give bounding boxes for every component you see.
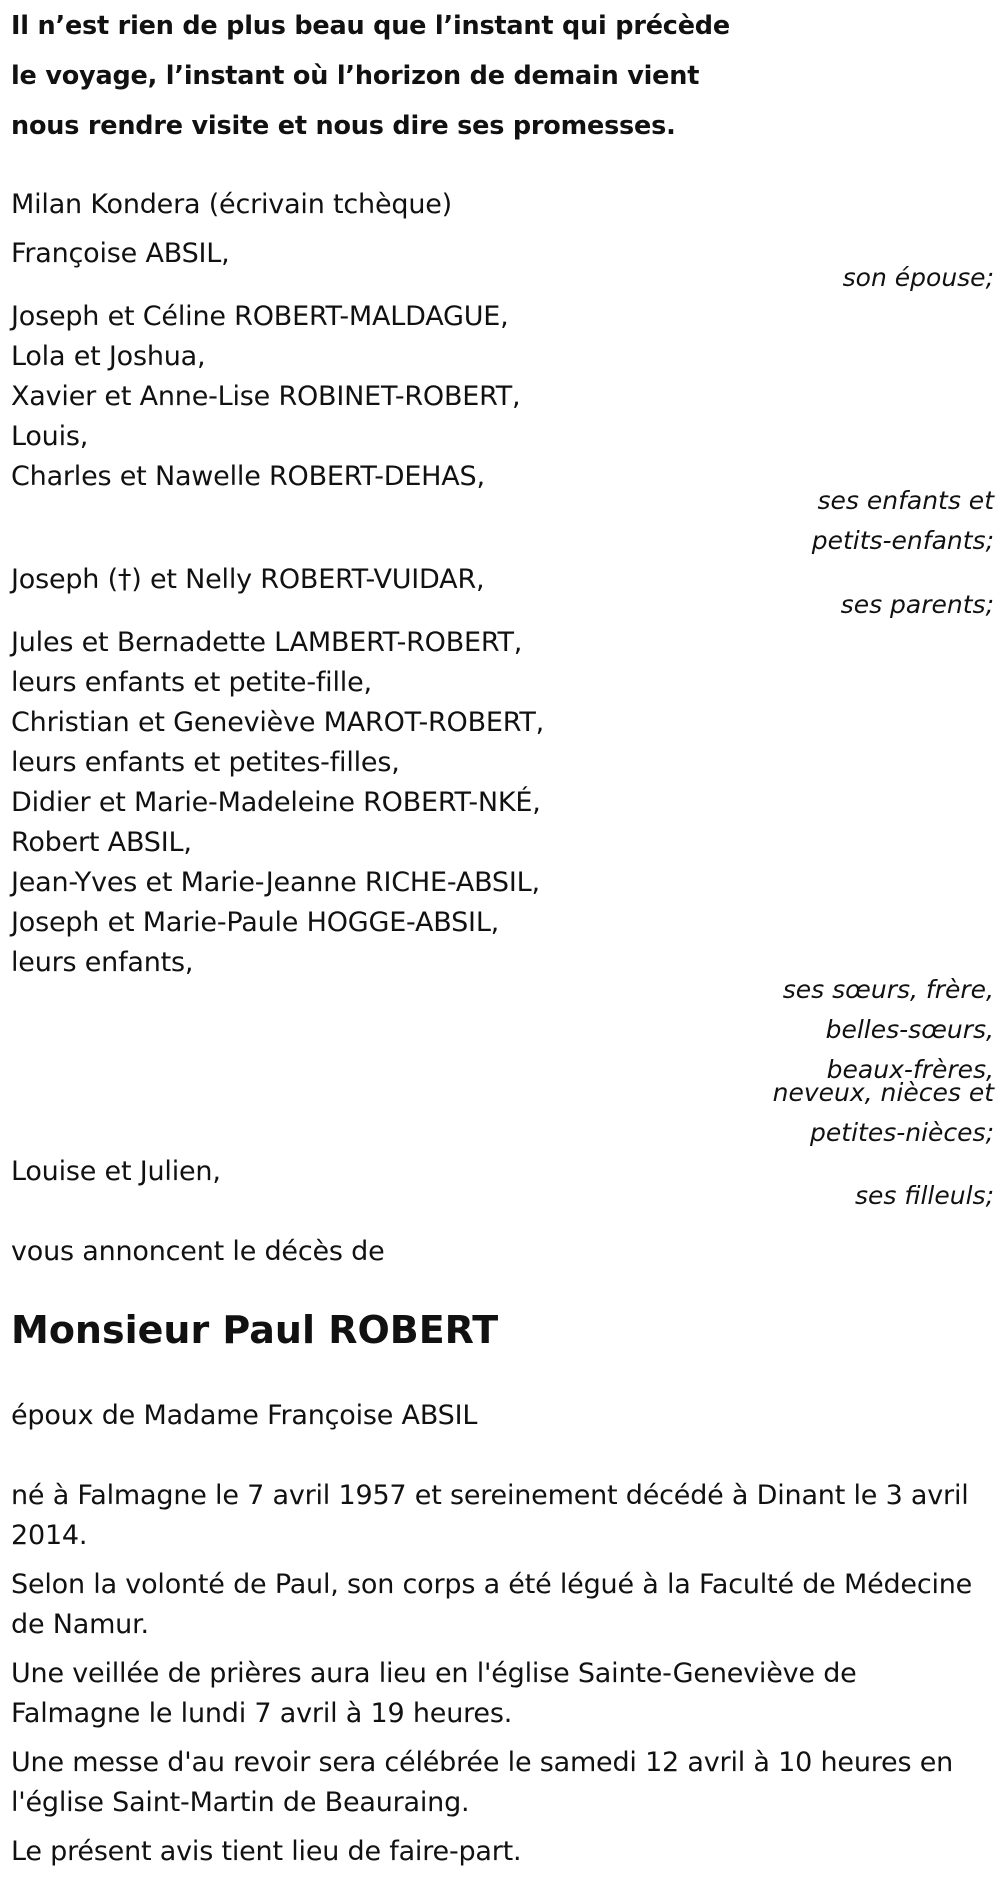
quote-line-2: le voyage, l’instant où l’horizon de demain vient — [11, 61, 700, 91]
sibling-line-1: Jules et Bernadette LAMBERT-ROBERT, — [11, 627, 523, 658]
paragraph-mass: Une messe d'au revoir sera célébrée le samedi 12 avril à 10 heures en l'église Saint-Martin de Beauraing. — [11, 1747, 954, 1818]
sibling-line-7: Jean-Yves et Marie-Jeanne RICHE-ABSIL, — [11, 867, 540, 898]
paragraph-body-donation: Selon la volonté de Paul, son corps a été légué à la Faculté de Médecine de Namur. — [11, 1569, 973, 1640]
child-line-5: Charles et Nawelle ROBERT-DEHAS, — [11, 461, 485, 492]
paragraph-notice: Le présent avis tient lieu de faire-part. — [11, 1836, 522, 1867]
deceased-spouse-line: époux de Madame Françoise ABSIL — [11, 1400, 478, 1431]
quote-author: Milan Kondera (écrivain tchèque) — [11, 189, 452, 220]
child-line-3: Xavier et Anne-Lise ROBINET-ROBERT, — [11, 381, 521, 412]
spouse-name: Françoise ABSIL, — [11, 238, 230, 269]
siblings-relation-line-5: petites-nièces; — [810, 1118, 994, 1147]
sibling-line-5: Didier et Marie-Madeleine ROBERT-NKÉ, — [11, 787, 541, 818]
siblings-relation-line-4: neveux, nièces et — [772, 1078, 994, 1107]
deceased-name: Monsieur Paul ROBERT — [11, 1308, 499, 1352]
siblings-relation-line-3: beaux-frères, — [826, 1055, 994, 1084]
child-line-2: Lola et Joshua, — [11, 341, 206, 372]
sibling-line-4: leurs enfants et petites-filles, — [11, 747, 400, 778]
children-relation-line-2: petits-enfants; — [811, 526, 994, 555]
sibling-line-8: Joseph et Marie-Paule HOGGE-ABSIL, — [11, 907, 500, 938]
parents-name: Joseph (†) et Nelly ROBERT-VUIDAR, — [11, 564, 485, 595]
parents-relation: ses parents; — [840, 590, 994, 619]
godchildren-relation: ses filleuls; — [854, 1181, 994, 1210]
child-line-4: Louis, — [11, 421, 89, 452]
sibling-line-3: Christian et Geneviève MAROT-ROBERT, — [11, 707, 545, 738]
quote-line-1: Il n’est rien de plus beau que l’instant qui précède — [11, 11, 730, 41]
paragraph-vigil: Une veillée de prières aura lieu en l'église Sainte-Geneviève de Falmagne le lundi 7 avril à 19 heures. — [11, 1658, 857, 1729]
godchildren-name: Louise et Julien, — [11, 1156, 221, 1187]
siblings-relation-line-1: ses sœurs, frère, — [782, 975, 994, 1004]
siblings-relation-line-2: belles-sœurs, — [825, 1015, 994, 1044]
announcement-intro: vous annoncent le décès de — [11, 1236, 385, 1267]
sibling-line-6: Robert ABSIL, — [11, 827, 192, 858]
spouse-relation: son épouse; — [842, 263, 994, 292]
child-line-1: Joseph et Céline ROBERT-MALDAGUE, — [11, 301, 509, 332]
sibling-line-2: leurs enfants et petite-fille, — [11, 667, 372, 698]
children-relation-line-1: ses enfants et — [817, 486, 994, 515]
sibling-line-9: leurs enfants, — [11, 947, 194, 978]
quote-line-3: nous rendre visite et nous dire ses promesses. — [11, 111, 676, 141]
paragraph-birth-death: né à Falmagne le 7 avril 1957 et sereinement décédé à Dinant le 3 avril 2014. — [11, 1480, 969, 1551]
